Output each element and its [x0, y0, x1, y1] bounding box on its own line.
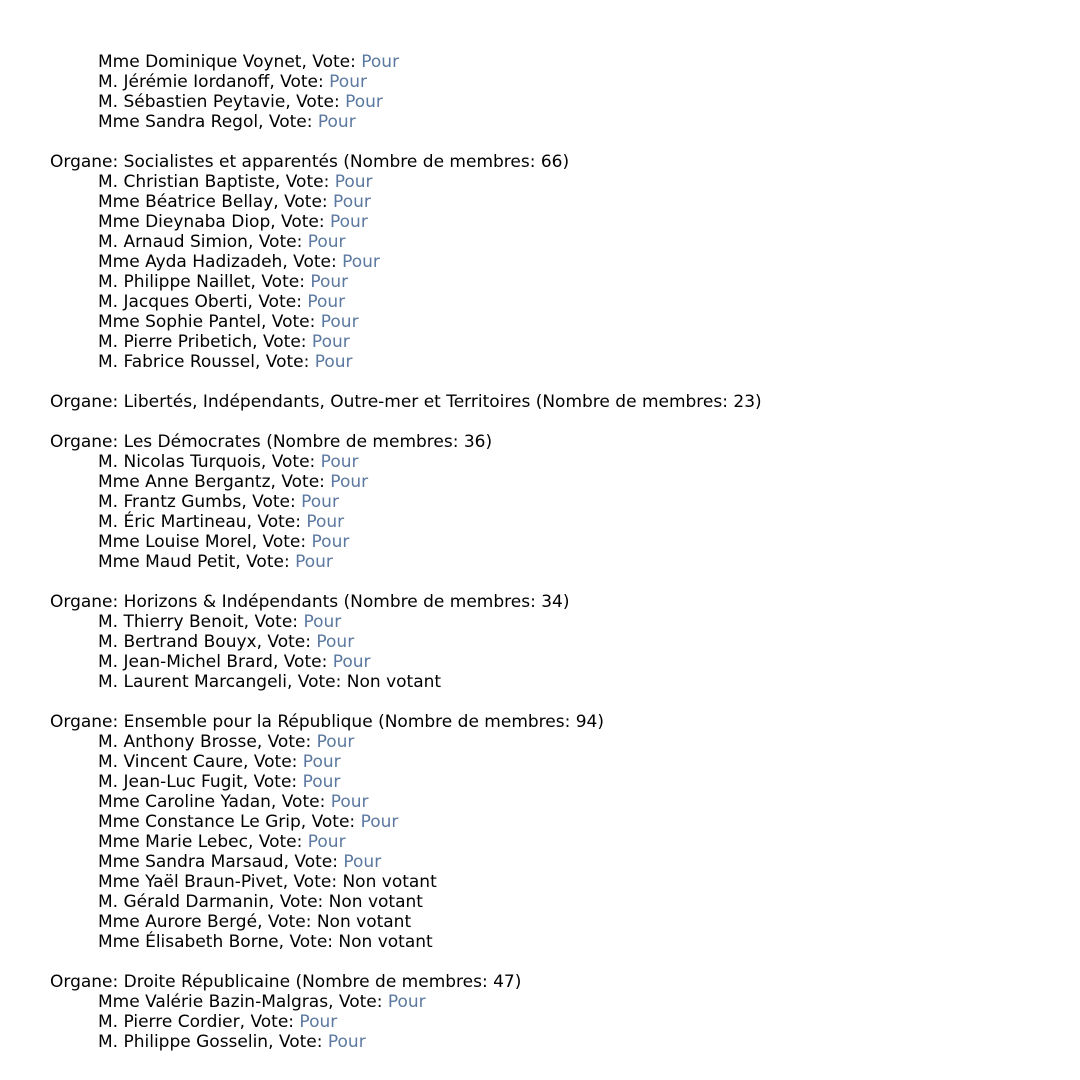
member-name: Mme Yaël Braun-Pivet [98, 872, 283, 892]
organe-prefix: Organe: [50, 432, 124, 452]
vote-value-pour: Pour [317, 112, 356, 132]
member-row [50, 452, 1080, 472]
organe-heading [50, 712, 1080, 732]
group-spacer [50, 952, 1080, 972]
member-name: M. Vincent Caure [98, 752, 244, 772]
organe-title: Ensemble pour la République (Nombre de membres: 94) [123, 712, 604, 732]
member-row [50, 332, 1080, 352]
member-name: M. Laurent Marcangeli [98, 672, 287, 692]
vote-prefix: , Vote: [257, 912, 317, 932]
member-name: Mme Maud Petit [98, 552, 236, 572]
member-name: Mme Ayda Hadizadeh [98, 252, 283, 272]
vote-value-pour: Pour [320, 452, 359, 472]
vote-value: Non votant [338, 932, 433, 952]
vote-prefix: , Vote: [282, 252, 343, 272]
member-row [50, 52, 1080, 72]
vote-value-pour: Pour [387, 992, 426, 1012]
organe-section [50, 592, 1080, 692]
vote-value-pour: Pour [306, 512, 345, 532]
organe-prefix: Organe: [50, 152, 124, 172]
vote-prefix: , Vote: [247, 292, 308, 312]
vote-value-pour: Pour [360, 812, 399, 832]
vote-value-pour: Pour [333, 192, 371, 212]
member-name: Mme Sandra Regol [98, 112, 259, 132]
member-name: Mme Sandra Marsaud [98, 852, 284, 872]
member-name: M. Fabrice Roussel [98, 352, 255, 372]
member-name: M. Jacques Oberti [98, 292, 248, 312]
organe-title: Droite Républicaine (Nombre de membres: 47) [123, 972, 522, 992]
vote-prefix: , Vote: [243, 752, 303, 772]
member-row [50, 1032, 1080, 1052]
vote-prefix: , Vote: [235, 552, 296, 572]
vote-value-pour: Pour [329, 72, 367, 92]
organe-prefix: Organe: [50, 592, 124, 612]
organe-title: Horizons & Indépendants (Nombre de membres: 34) [123, 592, 570, 612]
member-name: Mme Dieynaba Diop [98, 212, 271, 232]
member-row [50, 992, 1080, 1012]
member-row [50, 752, 1080, 772]
vote-prefix: , Vote: [256, 632, 317, 652]
member-row [50, 312, 1080, 332]
organe-heading [50, 392, 1080, 412]
organe-section [50, 712, 1080, 952]
organe-heading [50, 592, 1080, 612]
member-row [50, 652, 1080, 672]
member-row [50, 472, 1080, 492]
member-row [50, 72, 1080, 92]
vote-value-pour: Pour [320, 312, 359, 332]
vote-prefix: , Vote: [287, 672, 347, 692]
vote-value: Non votant [342, 872, 437, 892]
member-name: Mme Anne Bergantz [98, 472, 271, 492]
vote-prefix: , Vote: [268, 1032, 328, 1052]
member-name: Mme Constance Le Grip [98, 812, 301, 832]
vote-prefix: , Vote: [247, 232, 308, 252]
vote-value: Non votant [316, 912, 412, 932]
vote-prefix: , Vote: [270, 792, 331, 812]
member-name: Mme Élisabeth Borne [98, 932, 279, 952]
member-name: M. Anthony Brosse [98, 732, 257, 752]
vote-prefix: , Vote: [242, 772, 303, 792]
vote-value-pour: Pour [307, 292, 346, 312]
vote-value-pour: Pour [330, 472, 369, 492]
member-row [50, 892, 1080, 912]
member-name: Mme Louise Morel [98, 532, 252, 552]
organe-heading [50, 152, 1080, 172]
vote-value-pour: Pour [311, 332, 350, 352]
member-name: Mme Valérie Bazin-Malgras [98, 992, 329, 1012]
member-name: M. Gérald Darmanin [98, 892, 269, 912]
member-name: Mme Béatrice Bellay [98, 192, 274, 212]
vote-prefix: , Vote: [270, 472, 331, 492]
vote-prefix: , Vote: [328, 992, 388, 1012]
organe-section [50, 392, 1080, 412]
group-spacer [50, 572, 1080, 592]
member-row [50, 792, 1080, 812]
member-name: M. Jean-Michel Brard [98, 652, 273, 672]
member-name: M. Bertrand Bouyx [98, 632, 257, 652]
organe-title: Socialistes et apparentés (Nombre de membres: 66) [123, 152, 570, 172]
vote-value-pour: Pour [302, 752, 341, 772]
group-spacer [50, 692, 1080, 712]
vote-prefix: , Vote: [282, 872, 343, 892]
member-row [50, 252, 1080, 272]
member-row [50, 92, 1080, 112]
organe-heading [50, 432, 1080, 452]
organe-section [50, 152, 1080, 372]
organe-section [50, 972, 1080, 1052]
group-spacer [50, 412, 1080, 432]
vote-prefix: , Vote: [246, 512, 307, 532]
member-row [50, 532, 1080, 552]
member-row [50, 772, 1080, 792]
member-name: M. Philippe Gosselin [98, 1032, 269, 1052]
member-name: Mme Dominique Voynet [98, 52, 302, 72]
vote-value-pour: Pour [314, 352, 353, 372]
member-row [50, 112, 1080, 132]
member-row [50, 812, 1080, 832]
vote-value-pour: Pour [299, 1012, 338, 1032]
vote-value-pour: Pour [307, 232, 346, 252]
vote-value-pour: Pour [343, 852, 382, 872]
member-row [50, 632, 1080, 652]
vote-value-pour: Pour [302, 772, 341, 792]
member-row [50, 912, 1080, 932]
organe-title: Les Démocrates (Nombre de membres: 36) [123, 432, 493, 452]
member-name: M. Nicolas Turquois [98, 452, 261, 472]
member-row [50, 872, 1080, 892]
member-name: M. Pierre Cordier [98, 1012, 240, 1032]
member-name: M. Pierre Pribetich [98, 332, 253, 352]
vote-prefix: , Vote: [300, 812, 361, 832]
organe-prefix: Organe: [50, 972, 124, 992]
member-row [50, 612, 1080, 632]
member-row [50, 672, 1080, 692]
vote-prefix: , Vote: [254, 352, 315, 372]
vote-value: Non votant [346, 672, 442, 692]
organe-heading [50, 972, 1080, 992]
vote-prefix: , Vote: [247, 832, 308, 852]
vote-value-pour: Pour [327, 1032, 366, 1052]
vote-prefix: , Vote: [278, 932, 339, 952]
member-row [50, 212, 1080, 232]
vote-prefix: , Vote: [252, 332, 312, 352]
member-row [50, 192, 1080, 212]
member-row [50, 272, 1080, 292]
member-name: M. Éric Martineau [98, 512, 247, 532]
vote-value-pour: Pour [330, 792, 369, 812]
vote-value-pour: Pour [301, 492, 339, 512]
organe-section [50, 52, 1080, 132]
member-row [50, 172, 1080, 192]
member-row [50, 832, 1080, 852]
vote-prefix: , Vote: [256, 732, 317, 752]
vote-prefix: , Vote: [273, 192, 334, 212]
member-name: M. Philippe Naillet [98, 272, 251, 292]
group-spacer [50, 372, 1080, 392]
member-name: M. Jean-Luc Fugit [98, 772, 243, 792]
vote-value-pour: Pour [307, 832, 346, 852]
vote-value-pour: Pour [295, 552, 333, 572]
vote-prefix: , Vote: [270, 212, 331, 232]
vote-prefix: , Vote: [243, 612, 304, 632]
member-name: M. Jérémie Iordanoff [98, 72, 270, 92]
member-row [50, 292, 1080, 312]
vote-prefix: , Vote: [260, 452, 321, 472]
member-row [50, 512, 1080, 532]
vote-value-pour: Pour [342, 252, 380, 272]
member-name: M. Sébastien Peytavie [98, 92, 286, 112]
vote-value-pour: Pour [361, 52, 400, 72]
vote-prefix: , Vote: [274, 172, 335, 192]
organe-prefix: Organe: [50, 392, 124, 412]
vote-prefix: , Vote: [283, 852, 344, 872]
vote-prefix: , Vote: [260, 312, 321, 332]
member-row [50, 492, 1080, 512]
member-row [50, 732, 1080, 752]
member-name: Mme Sophie Pantel [98, 312, 261, 332]
member-row [50, 552, 1080, 572]
vote-value-pour: Pour [334, 172, 373, 192]
vote-document [50, 52, 1080, 1052]
vote-prefix: , Vote: [301, 52, 362, 72]
vote-value-pour: Pour [303, 612, 342, 632]
vote-value-pour: Pour [310, 272, 349, 292]
member-name: M. Arnaud Simion [98, 232, 248, 252]
member-row [50, 232, 1080, 252]
vote-prefix: , Vote: [268, 892, 329, 912]
organe-section [50, 432, 1080, 572]
vote-prefix: , Vote: [272, 652, 333, 672]
vote-value-pour: Pour [316, 632, 355, 652]
vote-prefix: , Vote: [250, 272, 311, 292]
member-name: M. Christian Baptiste [98, 172, 275, 192]
vote-prefix: , Vote: [285, 92, 346, 112]
vote-value-pour: Pour [311, 532, 350, 552]
vote-prefix: , Vote: [239, 1012, 300, 1032]
member-name: M. Thierry Benoit [98, 612, 244, 632]
vote-value: Non votant [328, 892, 423, 912]
member-row [50, 352, 1080, 372]
vote-prefix: , Vote: [251, 532, 312, 552]
vote-value-pour: Pour [332, 652, 371, 672]
member-name: Mme Caroline Yadan [98, 792, 271, 812]
vote-value-pour: Pour [345, 92, 383, 112]
member-name: Mme Marie Lebec [98, 832, 248, 852]
organe-prefix: Organe: [50, 712, 124, 732]
vote-prefix: , Vote: [241, 492, 302, 512]
group-spacer [50, 132, 1080, 152]
vote-prefix: , Vote: [258, 112, 318, 132]
vote-value-pour: Pour [316, 732, 355, 752]
vote-prefix: , Vote: [269, 72, 330, 92]
member-row [50, 852, 1080, 872]
vote-value-pour: Pour [330, 212, 368, 232]
member-row [50, 932, 1080, 952]
member-name: Mme Aurore Bergé [98, 912, 258, 932]
member-name: M. Frantz Gumbs [98, 492, 242, 512]
organe-title: Libertés, Indépendants, Outre-mer et Territoires (Nombre de membres: 23) [123, 392, 762, 412]
member-row [50, 1012, 1080, 1032]
